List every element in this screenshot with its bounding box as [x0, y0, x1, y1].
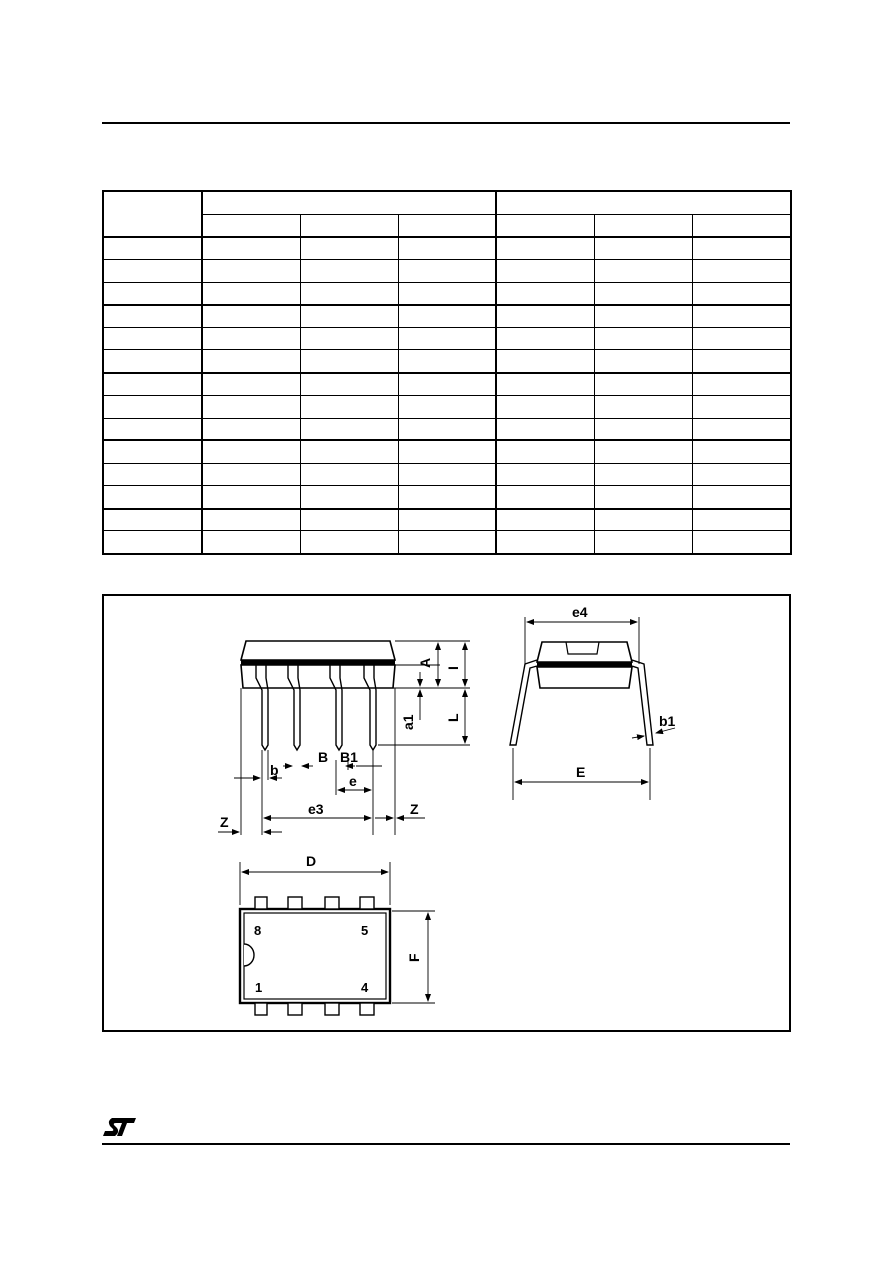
label-I: I — [445, 666, 461, 670]
label-a1: a1 — [400, 714, 416, 730]
label-E: E — [576, 764, 586, 780]
side-pins — [256, 665, 376, 750]
label-e4: e4 — [572, 604, 588, 620]
st-logo-icon — [102, 1116, 138, 1138]
footer-rule — [102, 1143, 790, 1145]
top-pins — [255, 897, 374, 1015]
label-B: B — [318, 749, 329, 765]
label-A: A — [417, 657, 433, 668]
side-view — [218, 641, 470, 835]
label-Z-right: Z — [410, 801, 419, 817]
pin-label-8: 8 — [254, 923, 262, 938]
label-D: D — [306, 853, 317, 869]
label-F: F — [406, 953, 422, 962]
end-view — [510, 617, 675, 800]
label-B1: B1 — [340, 749, 358, 765]
label-L: L — [445, 713, 461, 722]
end-view-labels — [572, 604, 676, 780]
pin-label-1: 1 — [255, 980, 263, 995]
top-view — [240, 862, 435, 1015]
label-e: e — [349, 773, 357, 789]
label-b: b — [270, 762, 279, 778]
top-view-labels — [254, 853, 422, 995]
label-b1: b1 — [659, 713, 676, 729]
label-Z-left: Z — [220, 814, 229, 830]
pin-label-5: 5 — [361, 923, 369, 938]
pin-label-4: 4 — [361, 980, 369, 995]
label-e3: e3 — [308, 801, 324, 817]
